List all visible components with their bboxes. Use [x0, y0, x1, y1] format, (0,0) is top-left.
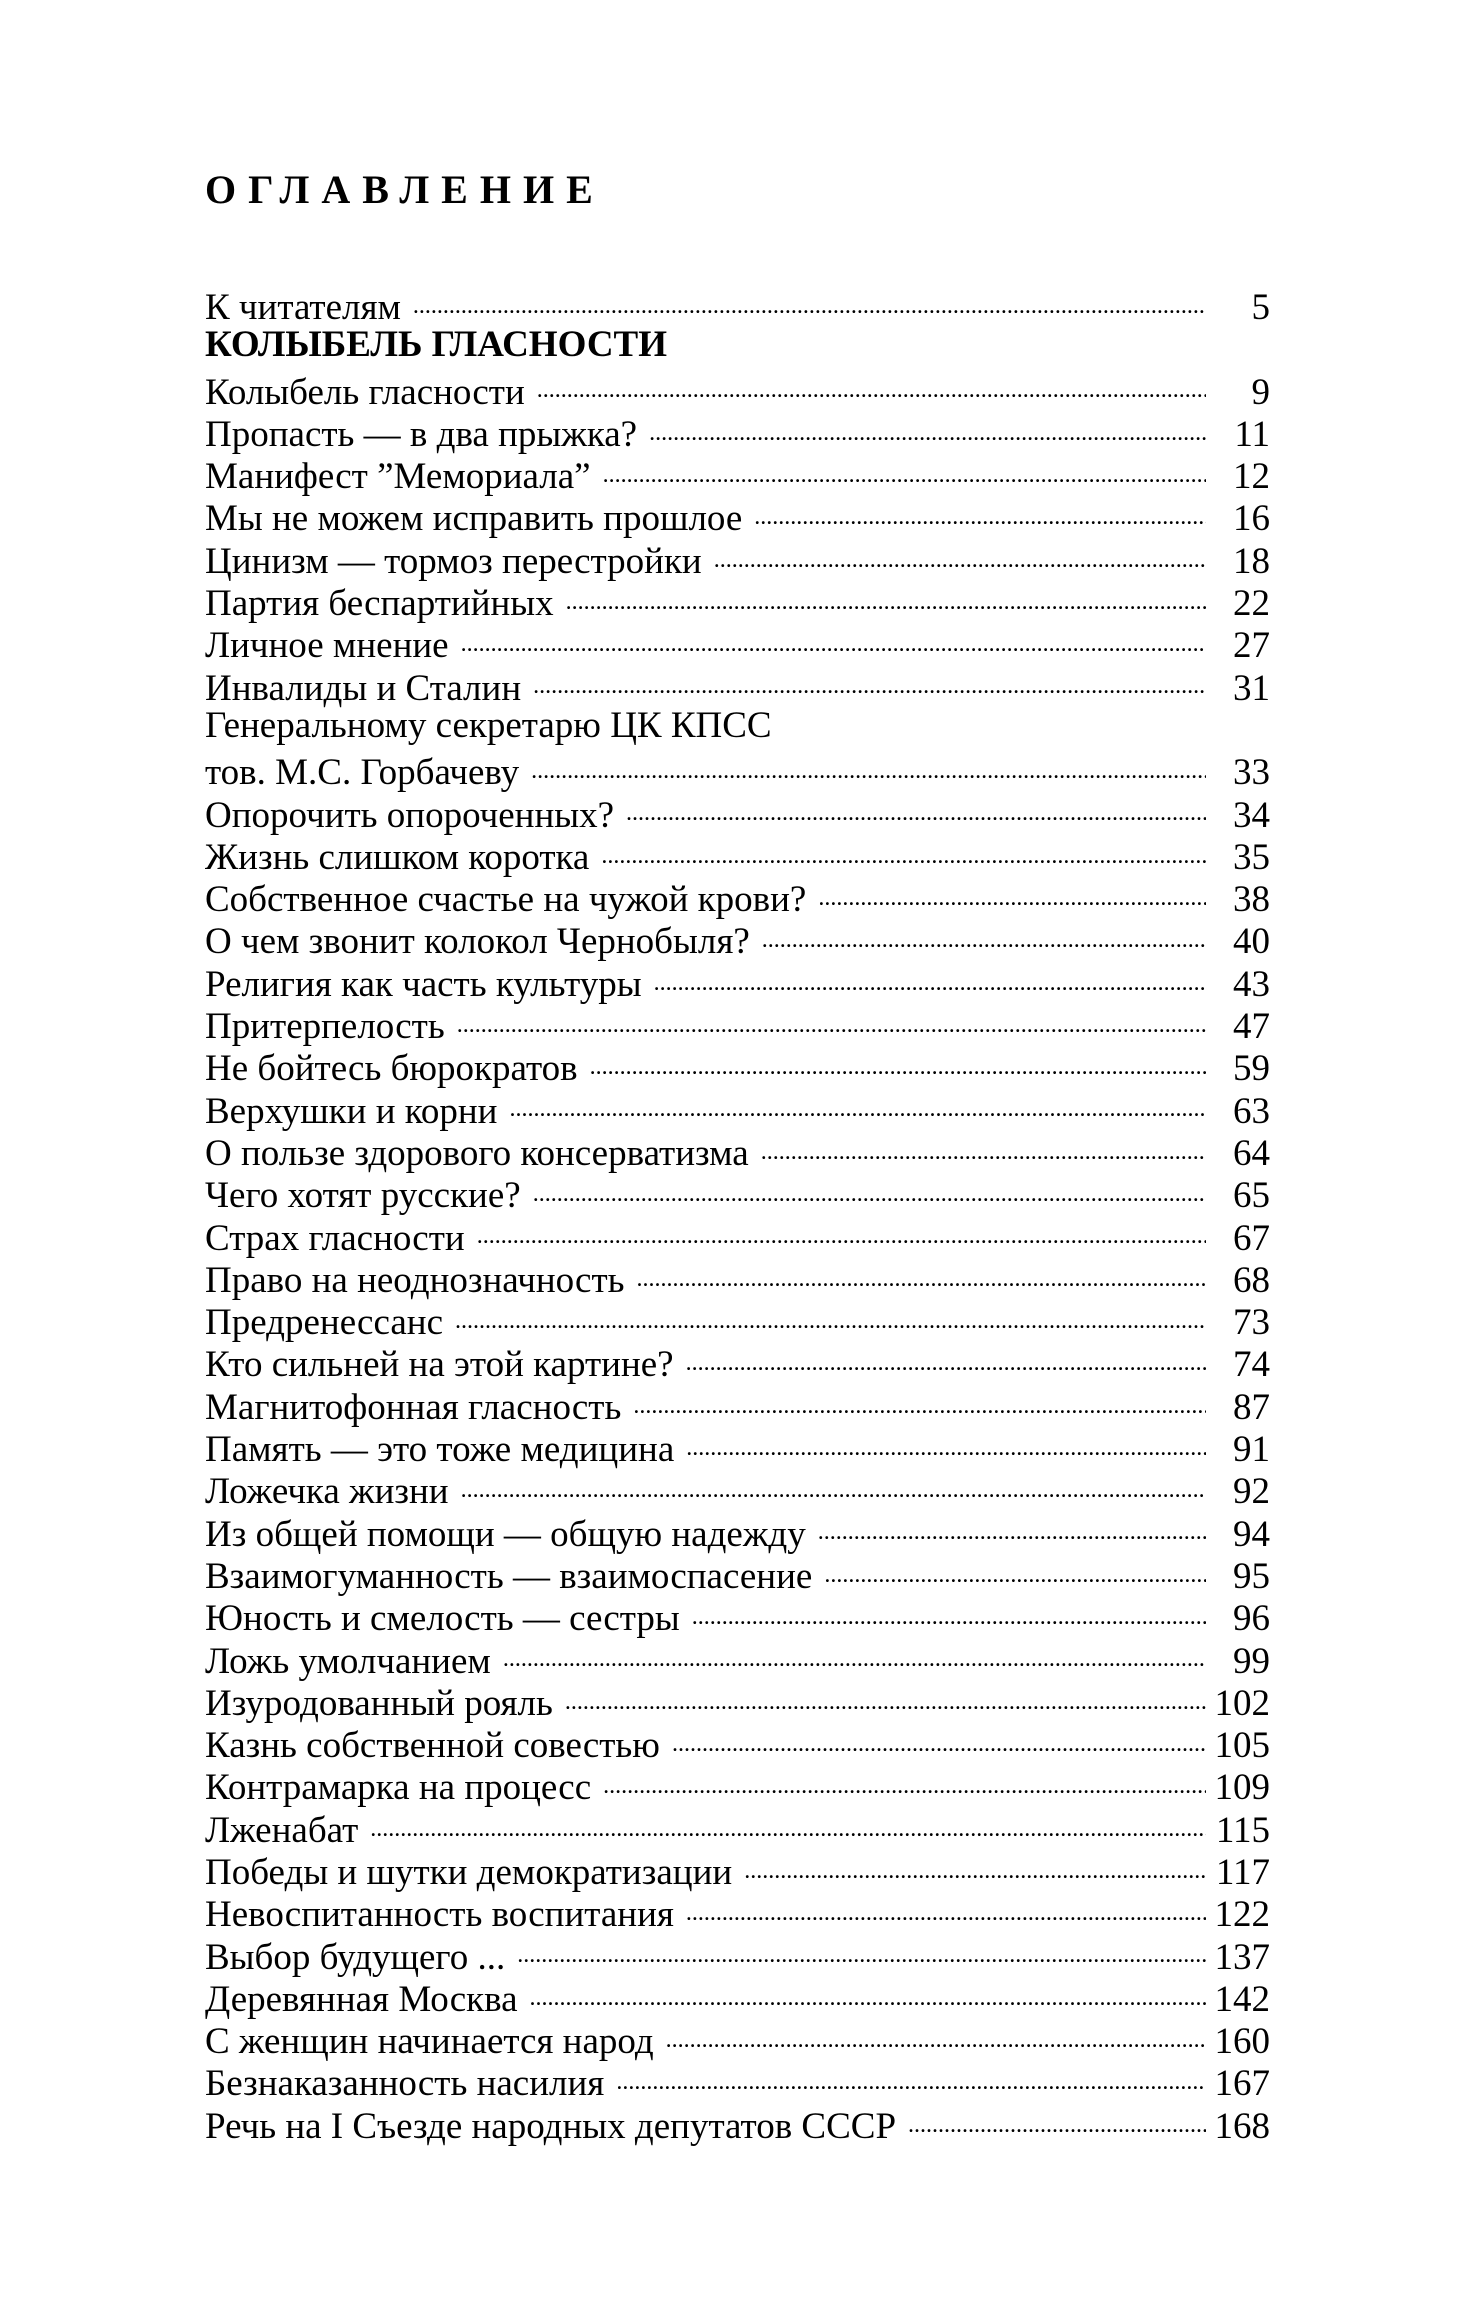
toc-entry	[205, 1889, 1270, 1936]
toc-entry	[205, 1086, 1270, 1132]
toc-entry-title: Из общей помощи — общую надежду	[205, 1513, 806, 1555]
toc-entry-page: 12	[1233, 456, 1270, 498]
toc-entry-title: Притерпелость	[205, 1006, 445, 1048]
toc-entry-page: 142	[1214, 1978, 1270, 2020]
toc-leader-dots	[477, 1213, 1206, 1250]
toc-leader-dots	[666, 2016, 1206, 2053]
toc-entry-title: Изуродованный рояль	[205, 1682, 553, 1724]
toc-leader-dots	[824, 1551, 1206, 1588]
toc-entry-page: 67	[1233, 1217, 1270, 1259]
toc-entry-title: Выбор будущего ...	[205, 1936, 506, 1978]
toc-entry-page: 40	[1233, 921, 1270, 963]
toc-entry-title: тов. М.С. Горбачеву	[205, 752, 520, 794]
toc-entry-page: 167	[1214, 2063, 1270, 2105]
toc-entry-page: 34	[1233, 794, 1270, 836]
toc-list	[205, 282, 1270, 2147]
toc-entry-title: Инвалиды и Сталин	[205, 667, 522, 709]
toc-entry	[205, 1720, 1270, 1767]
toc-entry	[205, 663, 1270, 709]
toc-leader-dots	[537, 367, 1206, 404]
toc-leader-dots	[818, 1509, 1206, 1546]
toc-entry-title: Страх гласности	[205, 1217, 465, 1259]
toc-entry-title: Личное мнение	[205, 625, 449, 667]
toc-entry	[205, 1339, 1270, 1386]
toc-entry-title: Собственное счастье на чужой крови?	[205, 879, 807, 921]
toc-entry	[205, 578, 1270, 625]
toc-entry	[205, 1382, 1270, 1428]
toc-entry-title: Безнаказанность насилия	[205, 2063, 605, 2105]
toc-leader-dots	[672, 1720, 1206, 1757]
toc-entry	[205, 620, 1270, 667]
toc-entry-page: 38	[1233, 879, 1270, 921]
toc-leader-dots	[603, 1762, 1206, 1799]
toc-entry	[205, 916, 1270, 963]
toc-leader-dots	[530, 1974, 1206, 2011]
toc-entry	[205, 1509, 1270, 1555]
toc-entry-title: К читателям	[205, 287, 401, 328]
toc-entry	[205, 2101, 1270, 2147]
toc-entry-page: 96	[1233, 1598, 1270, 1640]
toc-entry-title: Чего хотят русские?	[205, 1175, 521, 1217]
toc-entry-page: 137	[1214, 1936, 1270, 1978]
toc-entry	[205, 790, 1270, 836]
toc-entry-page: 35	[1233, 836, 1270, 878]
toc-leader-dots	[603, 451, 1206, 488]
toc-entry	[205, 493, 1270, 540]
toc-entry-title: Взаимогуманность — взаимоспасение	[205, 1555, 813, 1597]
toc-leader-dots	[531, 747, 1206, 784]
toc-entry-title: Речь на I Съезде народных депутатов СССР	[205, 2105, 897, 2147]
toc-entry-wrapped-line1: Генеральному секретарю ЦК КПСС	[205, 704, 772, 746]
toc-leader-dots	[686, 1339, 1206, 1376]
toc-entry-page: 9	[1251, 371, 1270, 413]
toc-entry	[205, 409, 1270, 455]
toc-entry-page: 95	[1233, 1555, 1270, 1597]
toc-entry-title: Манифест ”Мемориала”	[205, 456, 591, 498]
toc-leader-dots	[566, 578, 1206, 615]
toc-entry	[205, 1974, 1270, 2020]
toc-entry-title: С женщин начинается народ	[205, 2021, 654, 2063]
toc-leader-dots	[754, 493, 1206, 530]
toc-entry-title: Мы не можем исправить прошлое	[205, 498, 743, 540]
toc-entry-title: О пользе здорового консерватизма	[205, 1132, 749, 1174]
toc-entry-title: Партия беспартийных	[205, 583, 554, 625]
toc-leader-dots	[370, 1805, 1206, 1842]
toc-leader-dots	[762, 916, 1206, 953]
toc-leader-dots	[616, 2058, 1206, 2095]
toc-entry-page: 117	[1215, 1851, 1270, 1893]
toc-entry	[205, 2016, 1270, 2063]
toc-entry-page: 16	[1233, 498, 1270, 540]
toc-entry-page: 74	[1233, 1344, 1270, 1386]
toc-entry-page: 115	[1215, 1809, 1270, 1851]
toc-leader-dots	[633, 1382, 1206, 1419]
toc-entry-page: 31	[1233, 667, 1270, 709]
toc-entry-page: 47	[1233, 1006, 1270, 1048]
toc-leader-dots	[533, 663, 1206, 700]
toc-entry-page: 87	[1233, 1386, 1270, 1428]
toc-leader-dots	[565, 1678, 1206, 1715]
toc-entry	[205, 1128, 1270, 1174]
toc-entry	[205, 451, 1270, 498]
toc-entry-title: Победы и шутки демократизации	[205, 1851, 733, 1893]
toc-entry-title: Ложечка жизни	[205, 1471, 449, 1513]
toc-leader-dots	[503, 1636, 1206, 1673]
toc-entry-page: 94	[1233, 1513, 1270, 1555]
toc-entry	[205, 1678, 1270, 1724]
toc-leader-dots	[692, 1593, 1206, 1630]
toc-entry	[205, 1847, 1270, 1893]
toc-entry-page: 73	[1233, 1302, 1270, 1344]
toc-entry-page: 27	[1233, 625, 1270, 667]
toc-entry-page: 91	[1233, 1429, 1270, 1471]
toc-leader-dots	[626, 790, 1206, 827]
toc-entry-title: Не бойтесь бюрократов	[205, 1048, 578, 1090]
toc-entry-title: Контрамарка на процесс	[205, 1767, 592, 1809]
toc-entry-page: 122	[1214, 1894, 1270, 1936]
toc-entry-title: Казнь собственной совестью	[205, 1725, 660, 1767]
toc-entry	[205, 367, 1270, 413]
toc-entry	[205, 1636, 1270, 1682]
toc-entry-page: 99	[1233, 1640, 1270, 1682]
toc-entry-title: Кто сильней на этой картине?	[205, 1344, 674, 1386]
toc-leader-dots	[461, 1466, 1206, 1503]
toc-entry	[205, 959, 1270, 1005]
toc-entry	[205, 832, 1270, 878]
toc-entry-title: Деревянная Москва	[205, 1978, 518, 2020]
toc-entry-title: Магнитофонная гласность	[205, 1386, 622, 1428]
toc-entry-title: Верхушки и корни	[205, 1090, 498, 1132]
toc-entry-page: 18	[1233, 540, 1270, 582]
toc-leader-dots	[517, 1932, 1206, 1969]
toc-entry	[205, 1551, 1270, 1597]
toc-entry-page: 33	[1233, 752, 1270, 794]
toc-section-title: КОЛЫБЕЛЬ ГЛАСНОСТИ	[205, 324, 667, 366]
toc-entry-page: 5	[1251, 287, 1270, 328]
toc-entry	[205, 536, 1270, 582]
toc-leader-dots	[654, 959, 1206, 996]
toc-entry	[205, 1593, 1270, 1640]
toc-entry	[205, 1213, 1270, 1259]
toc-entry-title: Опорочить опороченных?	[205, 794, 615, 836]
toc-entry	[205, 1255, 1270, 1301]
toc-leader-dots	[686, 1424, 1206, 1461]
toc-leader-dots	[744, 1847, 1206, 1884]
page-title: ОГЛАВЛЕНИЕ	[205, 167, 605, 212]
toc-leader-dots	[637, 1255, 1206, 1292]
toc-entry-title: Религия как часть культуры	[205, 963, 642, 1005]
toc-entry-page: 105	[1214, 1725, 1270, 1767]
toc-entry-page: 68	[1233, 1259, 1270, 1301]
toc-entry	[205, 1932, 1270, 1978]
toc-entry	[205, 1043, 1270, 1090]
toc-entry-title: Невоспитанность воспитания	[205, 1894, 674, 1936]
toc-entry	[205, 1805, 1270, 1851]
toc-leader-dots	[457, 1001, 1206, 1038]
toc-leader-dots	[590, 1043, 1206, 1080]
toc-entry	[205, 1762, 1270, 1809]
toc-leader-dots	[714, 536, 1206, 573]
toc-entry-title: Цинизм — тормоз перестройки	[205, 540, 702, 582]
toc-entry-wrapped-line2	[205, 747, 1270, 794]
toc-entry	[205, 1170, 1270, 1217]
toc-entry-page: 168	[1214, 2105, 1270, 2147]
toc-leader-dots	[908, 2101, 1206, 2138]
toc-leader-dots	[649, 409, 1206, 446]
toc-entry	[205, 1424, 1270, 1471]
toc-leader-dots	[686, 1889, 1206, 1926]
toc-entry-title: Пропасть — в два прыжка?	[205, 413, 638, 455]
toc-entry	[205, 1001, 1270, 1048]
toc-entry-page: 109	[1214, 1767, 1270, 1809]
toc-leader-dots	[509, 1086, 1206, 1123]
toc-entry-title: Юность и смелость — сестры	[205, 1598, 680, 1640]
toc-entry-page: 160	[1214, 2021, 1270, 2063]
toc-entry	[205, 282, 1270, 328]
toc-entry-page: 63	[1233, 1090, 1270, 1132]
toc-entry-page: 11	[1234, 413, 1270, 455]
toc-entry-title: Предренессанс	[205, 1302, 443, 1344]
toc-page	[205, 167, 1270, 2147]
toc-entry	[205, 2058, 1270, 2105]
toc-entry-title: Ложь умолчанием	[205, 1640, 491, 1682]
toc-entry-title: Колыбель гласности	[205, 371, 525, 413]
toc-entry-page: 102	[1214, 1682, 1270, 1724]
toc-entry-page: 43	[1233, 963, 1270, 1005]
toc-entry-title: Память — это тоже медицина	[205, 1429, 675, 1471]
toc-entry	[205, 1466, 1270, 1513]
toc-leader-dots	[413, 282, 1206, 319]
toc-entry-title: Жизнь слишком коротка	[205, 836, 590, 878]
toc-leader-dots	[461, 620, 1206, 657]
toc-entry-page: 64	[1233, 1132, 1270, 1174]
toc-entry-title: О чем звонит колокол Чернобыля?	[205, 921, 750, 963]
toc-entry-title: Право на неоднозначность	[205, 1259, 625, 1301]
toc-entry-page: 59	[1233, 1048, 1270, 1090]
toc-entry	[205, 874, 1270, 921]
toc-leader-dots	[533, 1170, 1206, 1207]
toc-leader-dots	[455, 1297, 1206, 1334]
toc-entry-title: Лженабат	[205, 1809, 359, 1851]
toc-leader-dots	[761, 1128, 1206, 1165]
toc-leader-dots	[818, 874, 1206, 911]
toc-entry-page: 22	[1233, 583, 1270, 625]
toc-leader-dots	[601, 832, 1206, 869]
toc-entry-page: 65	[1233, 1175, 1270, 1217]
toc-entry	[205, 1297, 1270, 1344]
toc-entry-page: 92	[1233, 1471, 1270, 1513]
